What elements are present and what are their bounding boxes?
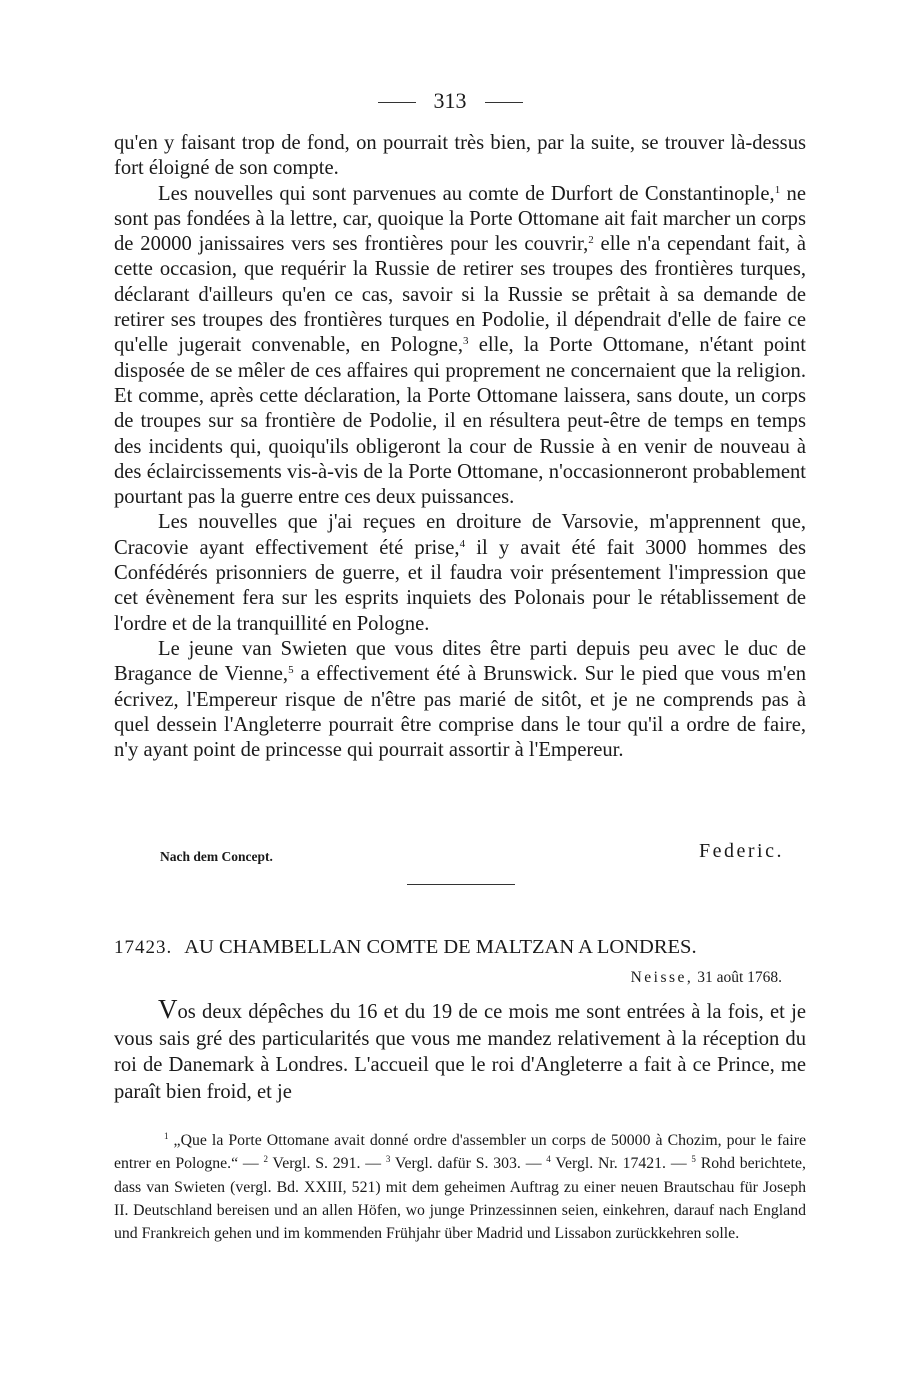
header-dash-right (485, 102, 523, 103)
closing-row (160, 840, 784, 870)
letter-place: Neisse, (630, 969, 694, 986)
initial-letter: V (158, 994, 178, 1024)
paragraph-text: il y avait été fait 3000 hommes des Confédérés prisonniers de guerre, et il faudra voir présentement l'impression que cet évènement fera sur les esprits inquiets des Polonais pour le rétablissement de l'ordre et de la tranquillité en Pologne. (114, 536, 806, 635)
page-header (0, 88, 900, 114)
signature: Federic. (699, 840, 784, 862)
footnote-text: Rohd berichtete, dass van Swieten (vergl. Bd. XXIII, 521) mit dem geheimen Auftrag zu einer neuen Brautschau für Joseph II. Deutschland bereisen und an allen Höfen, wo junge Prinzessinnen seien, einkehren, darauf nach England und Frankreich gehen und im kommenden Frühjahr über Madrid und Lissabon zurückkehren solle. (114, 1155, 806, 1243)
letter-number: 17423. (114, 937, 173, 958)
footnote-text: Vergl. Nr. 17421. — (550, 1155, 692, 1173)
paragraph-text: a effectivement été à Brunswick. Sur le pied que vous m'en écrivez, l'Empereur risque de n'être pas marié de sitôt, et je ne comprends pas à quel dessein l'Angleterre pourrait être comprise dans le tour qu'il a ordre de faire, n'y ayant point de princesse qui pourrait assortir à l'Empereur. (114, 663, 806, 762)
paragraph (114, 637, 806, 763)
footnote-number: 5 (691, 1154, 696, 1165)
footnote-number: 2 (263, 1154, 269, 1165)
footnote-number: 4 (546, 1154, 551, 1165)
paragraph-text: Les nouvelles qui sont parvenues au comte de Durfort de Constantinople, (158, 182, 775, 205)
paragraph-text: elle n'a cependant fait, à cette occasion, que requérir la Russie de retirer ses troupes des frontières turques, déclarant d'ailleurs qu'en ce cas, savoir si la Russie se prêtait à sa demande de retirer ses troupes des frontières turques en Podolie, il dépendrait d'elle de faire ce qu'elle jugerait convenable, en Pologne, (114, 233, 806, 357)
footnote-ref: 3 (462, 335, 469, 348)
paragraph (114, 510, 806, 636)
footnote-text: „Que la Porte Ottomane avait donné ordre d'assembler un corps de 50000 à Chozim, pour le faire entrer en Pologne.“ — (114, 1132, 806, 1173)
footnote-block (114, 1129, 806, 1245)
paragraph (114, 182, 806, 511)
footnote-number: 1 (164, 1131, 169, 1141)
paragraph-text: elle, la Porte Ottomane, n'étant point disposée de se mêler de ces affaires qui proprement ne concernaient que la religion. Et comme, après cette déclaration, la Porte Ottomane laissera, sans doute, un corps de troupes sur sa frontière de Podolie, il en résultera peut-être de temps en temps des incidents qui, quoiqu'ils obligeront la cour de Russie à en venir de nouveau à des éclaircissements vis-à-vis de la Porte Ottomane, n'occasionneront probablement pourtant pas la guerre entre ces deux puissances. (114, 334, 806, 509)
footnote-ref: 4 (459, 537, 466, 550)
letter-place-date (500, 969, 782, 987)
paragraph-text: ne sont pas fondées à la lettre, car, quoique la Porte Ottomane ait fait marcher un corps de 20000 janissaires vers ses frontières pour les couvrir, (114, 182, 806, 256)
paragraph (114, 131, 806, 182)
footnote-number: 3 (385, 1154, 391, 1165)
letter-heading (114, 936, 814, 959)
header-dash-left (378, 102, 416, 103)
paragraph-text: Les nouvelles que j'ai reçues en droiture de Varsovie, m'apprennent que, Cracovie ayant effectivement été prise, (114, 511, 806, 559)
concept-note: Nach dem Concept. (160, 849, 273, 864)
section-divider (407, 884, 515, 885)
letter-body (114, 996, 806, 1105)
footnote-ref: 2 (588, 234, 594, 247)
paragraph-text: qu'en y faisant trop de fond, on pourrait très bien, par la suite, se trouver là-dessus fort éloigné de son compte. (114, 132, 806, 180)
footnotes (114, 1129, 806, 1245)
footnote-ref: 5 (288, 664, 294, 677)
footnote-text: Vergl. S. 291. — (268, 1155, 386, 1173)
letter-title: AU CHAMBELLAN COMTE DE MALTZAN A LONDRES. (184, 936, 697, 958)
paragraph (114, 996, 806, 1105)
letter-date: 31 août 1768. (697, 969, 782, 986)
page-number: 313 (433, 88, 467, 113)
paragraph-text: Le jeune van Swieten que vous dites être parti depuis peu avec le duc de Bragance de Vienne, (114, 637, 806, 686)
footnote-text: Vergl. dafür S. 303. — (390, 1155, 547, 1173)
main-text (114, 131, 806, 763)
footnote-ref: 1 (774, 183, 781, 196)
paragraph-text: os deux dépêches du 16 et du 19 de ce mois me sont entrées à la fois, et je vous sais gré des particularités que vous me mandez relativement à la réception du roi de Danemark à Londres. L'accueil que le roi d'Angleterre a fait à ce Prince, me paraît bien froid, et je (114, 1001, 806, 1103)
